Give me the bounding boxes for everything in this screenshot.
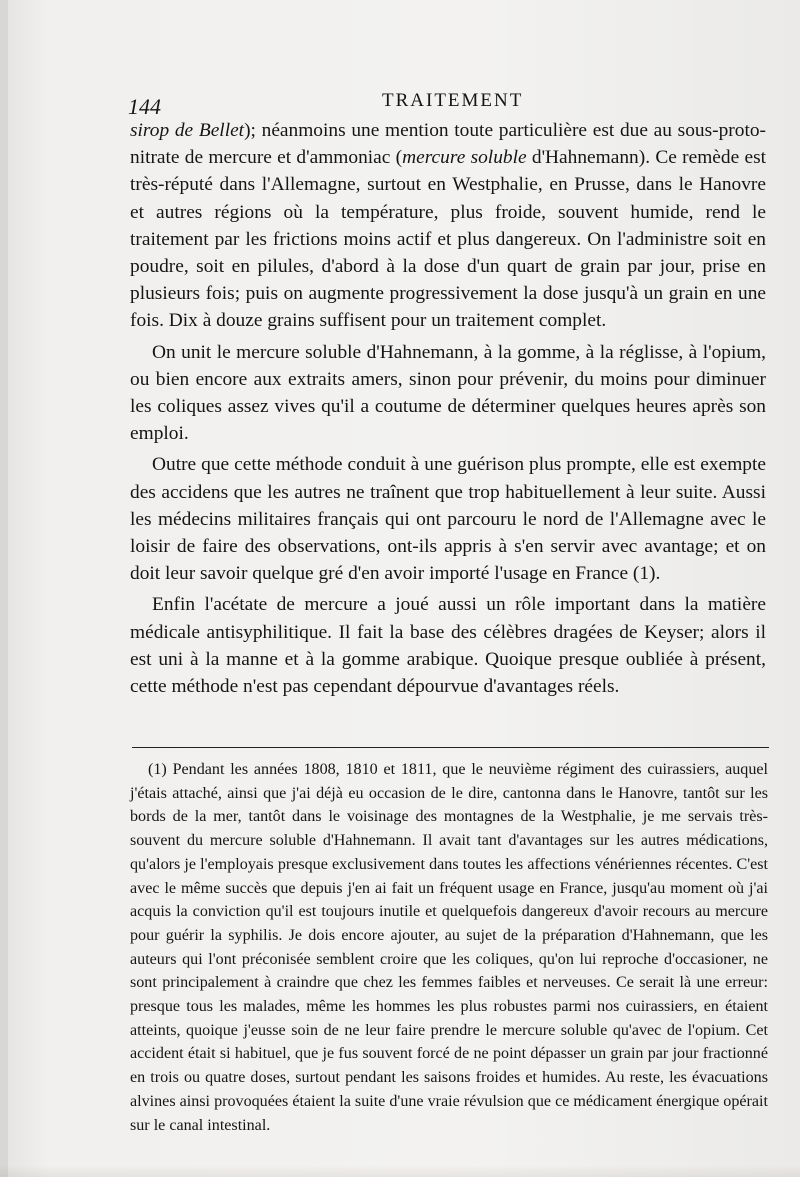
paragraph-3: Outre que cette méthode conduit à une guérison plus prompte, elle est exempte des accidens que les autres ne traînent que trop habituellement à leur suite. Aussi les médecins militaires français qui ont parcouru le nord de l'Allemagne avec le loisir de faire des observations, ont-ils appris à s'en servir avec avantage; et on doit leur savoir quelque gré d'en avoir importé l'usage en France (1). [130, 454, 766, 585]
main-text [130, 117, 766, 704]
footnote [130, 758, 768, 1137]
paragraph-4: Enfin l'acétate de mercure a joué aussi un rôle important dans la matière médicale antisyphilitique. Il fait la base des célèbres dragées de Keyser; alors il est uni à la manne et à la gomme arabique. Quoique presque oubliée à présent, cette méthode n'est pas cependant dépourvue d'avantages réels. [130, 594, 766, 698]
page-number: 144 [128, 94, 161, 119]
paragraph-1-part-a: ); néanmoins une mention toute particulière est due au sous-proto-nitrate de mercure et d'ammoniac ( [130, 120, 766, 169]
page-bottom-shadow [0, 1165, 800, 1177]
page-left-edge [0, 0, 8, 1177]
italic-sirop: sirop de Bellet [130, 120, 245, 141]
italic-mercure-soluble: mercure soluble [402, 147, 527, 169]
paragraph-2: On unit le mercure soluble d'Hahnemann, à la gomme, à la réglisse, à l'opium, ou bien encore aux extraits amers, sinon pour prévenir, du moins pour diminuer les coliques assez vives qu'il a coutume de déterminer quelques heures après son emploi. [130, 341, 766, 445]
page-header [128, 90, 768, 118]
footnote-separator [132, 747, 769, 748]
paragraph-1-part-b: d'Hahnemann). Ce remède est très-réputé dans l'Allemagne, surtout en Westphalie, en Prusse, dans le Hanovre et autres régions où la température, plus froide, souvent humide, rend le traitement par les frictions moins actif et plus dangereux. On l'administre soit en poudre, soit en pilules, d'abord à la dose d'un quart de grain par jour, prise en plusieurs fois; puis on augmente progressivement la dose jusqu'à un grain en une fois. Dix à douze grains suffisent pour un traitement complet. [130, 147, 767, 332]
running-title: TRAITEMENT [382, 90, 524, 111]
footnote-text: (1) Pendant les années 1808, 1810 et 1811, que le neuvième régiment des cuirassiers, auquel j'étais attaché, ainsi que j'ai déjà eu occasion de le dire, cantonna dans le Hanovre, tantôt sur les bords de la mer, tantôt dans le voisinage des montagnes de la Westphalie, je me servais très-souvent du mercure soluble d'Hahnemann. Il avait tant d'avantages sur les autres médications, qu'alors je l'employais presque exclusivement dans toutes les affections vénériennes récentes. C'est avec le même succès que depuis j'en ai fait un fréquent usage en France, jusqu'au moment où j'ai acquis la conviction qu'il est toujours inutile et quelquefois dangereux d'avoir recours au mercure pour guérir la syphilis. Je dois encore ajouter, au sujet de la préparation d'Hahnemann, que les auteurs qui l'ont préconisée semblent croire que les coliques, qu'on lui reproche d'occasioner, ne sont principalement à craindre que chez les femmes faibles et nerveuses. Ce serait là une erreur: presque tous les malades, même les hommes les plus robustes parmi nos cuirassiers, en étaient atteints, quoique j'eusse soin de ne leur faire prendre le mercure soluble qu'avec de l'opium. Cet accident était si habituel, que je fus souvent forcé de ne point dépasser un grain par jour fractionné en trois ou quatre doses, surtout pendant les saisons froides et humides. Au reste, les évacuations alvines ainsi provoquées étaient la suite d'une vraie révulsion que ce médicament énergique opérait sur le canal intestinal. [130, 761, 768, 1134]
paragraph-1 [130, 117, 766, 335]
